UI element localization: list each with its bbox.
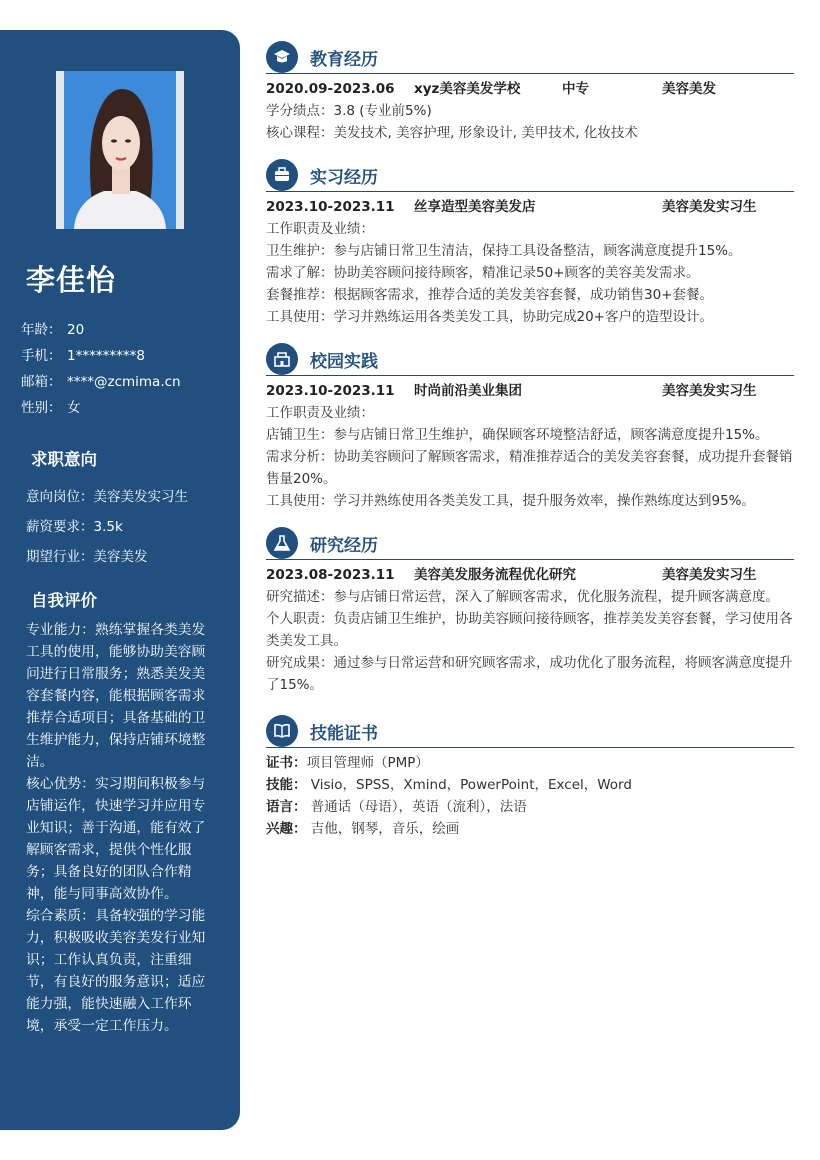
intent-item: 薪资要求：3.5k	[26, 519, 123, 535]
building-icon	[266, 343, 298, 375]
skill-item	[266, 818, 794, 840]
campus-section	[266, 342, 794, 512]
self-eval-paragraph: 专业能力：熟练掌握各类美发工具的使用，能够协助美容顾问进行日常服务；熟悉美发美容套餐内容，能根据顾客需求推荐合适项目；具备基础的卫生维护能力，保持店铺环境整洁。	[26, 622, 206, 770]
entry-line: 研究描述：参与店铺日常运营，深入了解顾客需求，优化服务流程，提升顾客满意度。	[266, 589, 779, 605]
section-header	[266, 526, 794, 560]
info-value: 女	[67, 400, 81, 416]
skill-value: 吉他，钢琴，音乐，绘画	[306, 821, 460, 837]
internship-section	[266, 158, 794, 328]
info-phone	[21, 346, 145, 366]
entry-line: 研究成果：通过参与日常运营和研究顾客需求，成功优化了服务流程，将顾客满意度提升了15%。	[266, 655, 793, 693]
entry-line: 工作职责及业绩：	[266, 221, 374, 237]
entry-line: 需求分析：协助美容顾问了解顾客需求，精准推荐适合的美发美容套餐，成功提升套餐销售量20%。	[266, 449, 793, 487]
briefcase-icon	[266, 159, 298, 191]
entry-date: 2020.09-2023.06	[266, 81, 395, 97]
info-value: 20	[67, 322, 85, 338]
intent-heading: 求职意向	[31, 450, 97, 469]
entry-line: 工具使用：学习并熟练使用各类美发工具，提升服务效率，操作熟练度达到95%。	[266, 493, 756, 509]
flask-icon	[266, 527, 298, 559]
intent-item: 意向岗位：美容美发实习生	[26, 489, 188, 505]
info-email	[21, 372, 181, 392]
skill-value: Visio，SPSS，Xmind，PowerPoint，Excel，Word	[306, 777, 632, 793]
info-label: 手机：	[21, 348, 62, 364]
entry-line: 个人职责：负责店铺卫生维护，协助美容顾问接待顾客，推荐美发美容套餐，学习使用各类美发工具。	[266, 611, 793, 649]
research-section	[266, 526, 794, 696]
entry-line: 套餐推荐：根据顾客需求，推荐合适的美发美容套餐，成功销售30+套餐。	[266, 287, 713, 303]
skill-label: 技能：	[266, 777, 307, 793]
self-eval-text	[26, 619, 218, 1037]
entry-header	[266, 78, 794, 100]
section-header	[266, 40, 794, 74]
self-eval-heading: 自我评价	[31, 591, 97, 610]
section-header	[266, 342, 794, 376]
section-header	[266, 158, 794, 192]
entry-org: 丝享造型美容美发店	[414, 199, 536, 215]
info-value: ****@zcmima.cn	[67, 374, 181, 390]
info-value: 1*********8	[67, 348, 145, 364]
section-title: 教育经历	[310, 50, 378, 70]
entry-line: 工作职责及业绩：	[266, 405, 374, 421]
entry-date: 2023.10-2023.11	[266, 199, 395, 215]
entry-header	[266, 196, 794, 218]
entry-header	[266, 564, 794, 586]
entry-school: xyz美容美发学校	[414, 81, 521, 97]
info-label: 邮箱：	[21, 374, 62, 390]
section-title: 研究经历	[310, 536, 378, 556]
entry-header	[266, 380, 794, 402]
section-title: 校园实践	[310, 352, 378, 372]
main-content	[266, 40, 794, 854]
entry-line: 卫生维护：参与店铺日常卫生清洁，保持工具设备整洁，顾客满意度提升15%。	[266, 243, 742, 259]
entry-degree: 中专	[562, 81, 589, 97]
entry-role: 美容美发实习生	[662, 567, 757, 583]
self-eval-paragraph: 综合素质：具备较强的学习能力，积极吸收美容美发行业知识；工作认真负责，注重细节，有良好的服务意识；适应能力强，能快速融入工作环境，承受一定工作压力。	[26, 908, 206, 1034]
skill-item	[266, 752, 794, 774]
info-label: 性别：	[21, 400, 62, 416]
graduation-cap-icon	[266, 41, 298, 73]
skills-section	[266, 714, 794, 840]
self-eval-paragraph: 核心优势：实习期间积极参与店铺运作，快速学习并应用专业知识；善于沟通，能有效了解顾客需求，提供个性化服务；具备良好的团队合作精神，能与同事高效协作。	[26, 776, 206, 902]
entry-date: 2023.08-2023.11	[266, 567, 395, 583]
info-age	[21, 320, 85, 340]
skill-value: 项目管理师（PMP）	[306, 755, 429, 771]
skill-label: 证书：	[266, 755, 307, 771]
entry-line: 学分绩点：3.8 (专业前5%)	[266, 103, 432, 119]
section-title: 技能证书	[310, 724, 378, 744]
entry-line: 核心课程：美发技术, 美容护理, 形象设计, 美甲技术, 化妆技术	[266, 125, 638, 141]
sidebar	[0, 30, 240, 1130]
education-section	[266, 40, 794, 144]
section-header	[266, 714, 794, 748]
entry-role: 美容美发实习生	[662, 199, 757, 215]
entry-line: 需求了解：协助美容顾问接待顾客，精准记录50+顾客的美容美发需求。	[266, 265, 700, 281]
section-title: 实习经历	[310, 168, 378, 188]
intent-item: 期望行业：美容美发	[26, 549, 148, 565]
skill-value: 普通话（母语），英语（流利），法语	[306, 799, 527, 815]
profile-photo	[56, 71, 184, 229]
entry-line: 工具使用：学习并熟练运用各类美发工具，协助完成20+客户的造型设计。	[266, 309, 713, 325]
candidate-name: 李佳怡	[26, 263, 117, 297]
skill-item	[266, 796, 794, 818]
entry-project: 美容美发服务流程优化研究	[414, 567, 576, 583]
entry-org: 时尚前沿美业集团	[414, 383, 522, 399]
entry-role: 美容美发实习生	[662, 383, 757, 399]
info-label: 年龄：	[21, 322, 62, 338]
book-icon	[266, 715, 298, 747]
skill-item	[266, 774, 794, 796]
entry-line: 店铺卫生：参与店铺日常卫生维护，确保顾客环境整洁舒适，顾客满意度提升15%。	[266, 427, 769, 443]
skill-label: 兴趣：	[266, 821, 307, 837]
entry-date: 2023.10-2023.11	[266, 383, 395, 399]
entry-major: 美容美发	[662, 81, 716, 97]
info-gender	[21, 398, 81, 418]
skill-label: 语言：	[266, 799, 307, 815]
